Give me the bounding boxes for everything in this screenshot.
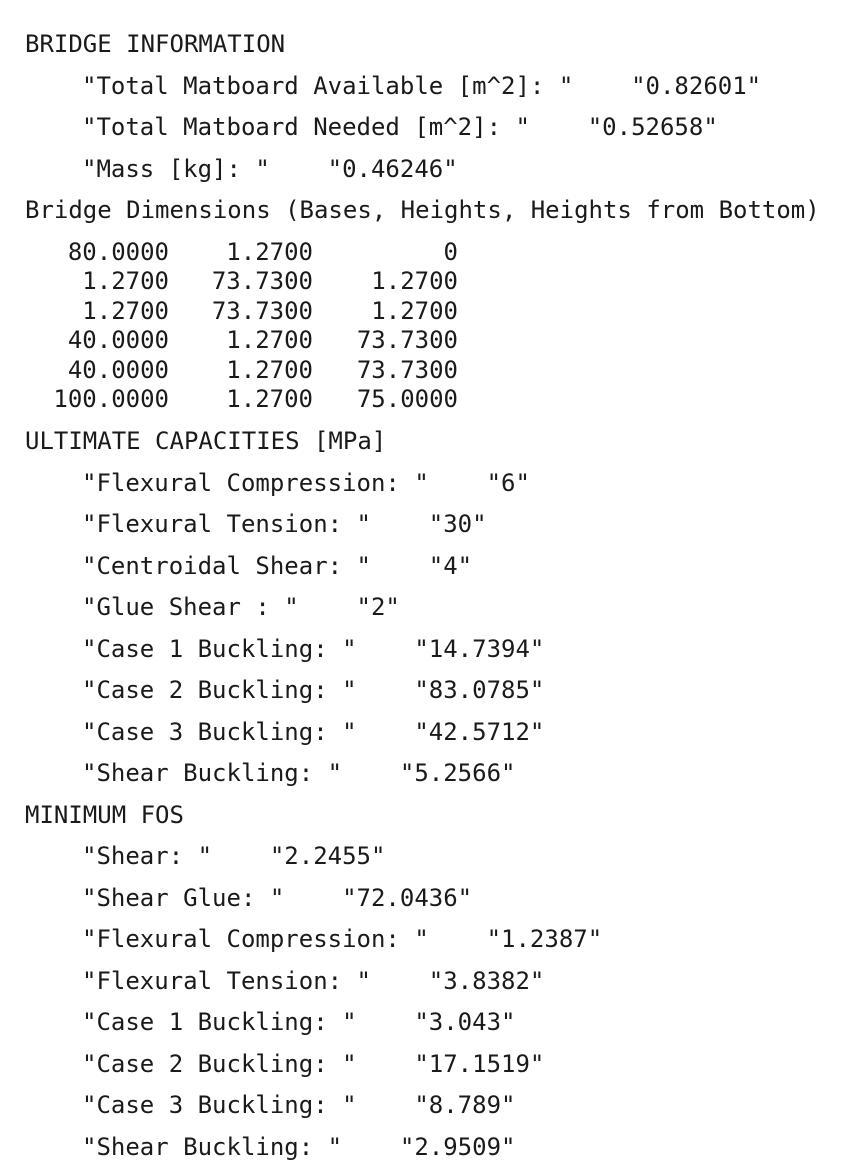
matrix-cell: 1.2700 [226,385,313,413]
output-text: "Case 3 Buckling: " "8.789" [82,1091,516,1119]
matrix-cell: 1.2700 [82,267,169,295]
output-text: "Case 1 Buckling: " "3.043" [82,1008,516,1036]
output-text: "Glue Shear : " "2" [82,593,400,621]
matrix-cell: 1.2700 [226,356,313,384]
section-heading-bridge-information: BRIDGE INFORMATION [25,30,286,58]
output-text: "Total Matboard Available [m^2]: " "0.82601" [82,72,762,100]
section-heading-ultimate-capacities: ULTIMATE CAPACITIES [MPa] [25,427,387,455]
matrix-cell: 1.2700 [371,267,458,295]
matrix-cell: 100.0000 [53,385,169,413]
matrix-cell: 40.0000 [67,356,169,384]
matrix-cell: 1.2700 [82,297,169,325]
section-heading-minimum-fos: MINIMUM FOS [25,801,184,829]
matrix-cell: 73.7300 [356,356,458,384]
output-text: "Flexural Tension: " "30" [82,510,487,538]
matrix-cell: 75.0000 [356,385,458,413]
output-text: "Flexural Tension: " "3.8382" [82,967,545,995]
output-text: "Total Matboard Needed [m^2]: " "0.52658" [82,113,718,141]
matrix-cell: 1.2700 [371,297,458,325]
matrix-cell: 73.7300 [211,267,313,295]
output-text: "Shear Buckling: " "2.9509" [82,1133,516,1161]
matrix-cell: 0 [443,238,458,266]
output-text: "Flexural Compression: " "1.2387" [82,925,603,953]
output-text: "Case 1 Buckling: " "14.7394" [82,635,545,663]
output-text: "Case 3 Buckling: " "42.5712" [82,718,545,746]
matrix-cell: 40.0000 [67,326,169,354]
matrix-cell: 73.7300 [356,326,458,354]
output-text: "Shear Buckling: " "5.2566" [82,759,516,787]
matrix-cell: 1.2700 [226,238,313,266]
output-text: "Case 2 Buckling: " "83.0785" [82,676,545,704]
matrix-cell: 80.0000 [67,238,169,266]
output-text: "Mass [kg]: " "0.46246" [82,155,458,183]
output-text: "Case 2 Buckling: " "17.1519" [82,1050,545,1078]
output-text: "Centroidal Shear: " "4" [82,552,473,580]
matrix-cell: 1.2700 [226,326,313,354]
output-text: "Shear Glue: " "72.0436" [82,884,473,912]
matrix-cell: 73.7300 [211,297,313,325]
output-text: "Shear: " "2.2455" [82,842,386,870]
section-heading-bridge-dimensions: Bridge Dimensions (Bases, Heights, Heights from Bottom) [25,196,820,224]
output-text: "Flexural Compression: " "6" [82,469,530,497]
